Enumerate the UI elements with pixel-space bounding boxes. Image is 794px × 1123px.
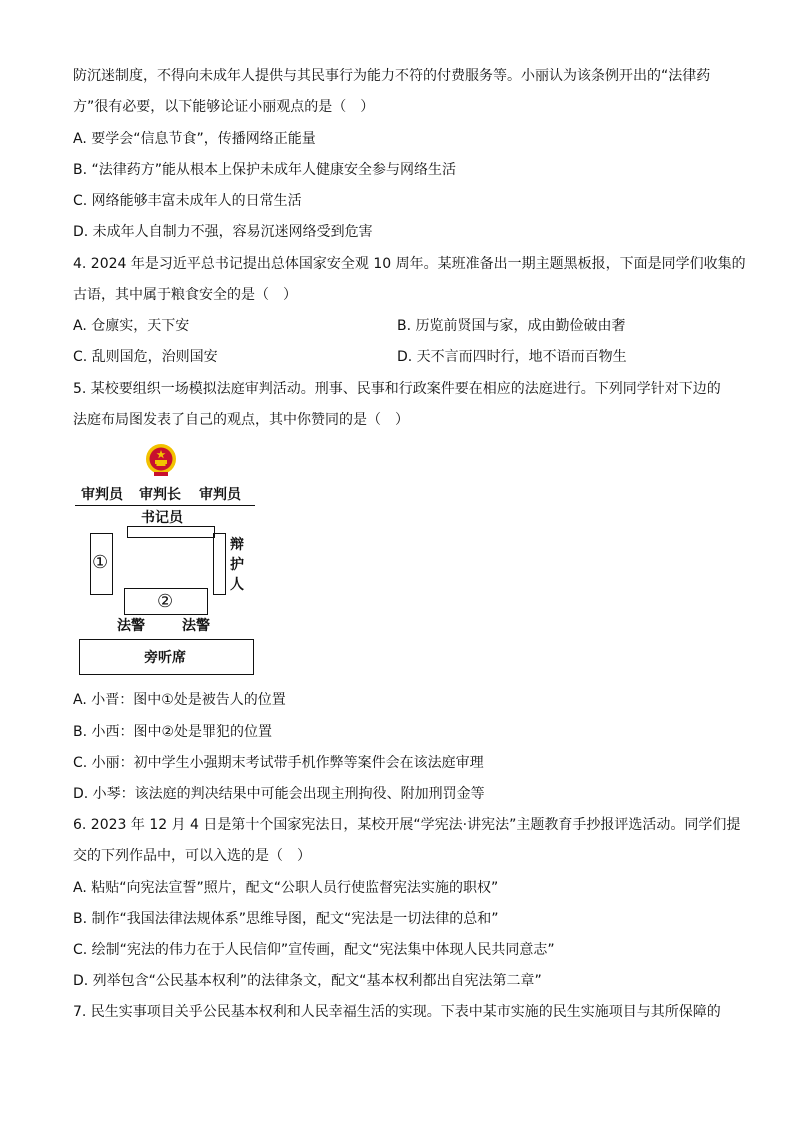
defender-desk bbox=[213, 533, 226, 595]
defender-label-3: 人 bbox=[230, 577, 244, 593]
q3-option-a: A. 要学会“信息节食”，传播网络正能量 bbox=[73, 131, 316, 147]
q4-option-b: B. 历览前贤国与家，成由勤俭破由奢 bbox=[397, 318, 626, 334]
q5-option-a: A. 小晋：图中①处是被告人的位置 bbox=[73, 692, 286, 708]
chief-judge-label: 审判长 bbox=[139, 487, 181, 503]
q3-stem-line-1: 防沉迷制度，不得向未成年人提供与其民事行为能力不符的付费服务等。小丽认为该条例开出的“法律药 bbox=[73, 68, 711, 84]
clerk-label: 书记员 bbox=[141, 510, 183, 526]
q4-option-a: A. 仓廪实，天下安 bbox=[73, 318, 190, 334]
q5-option-c: C. 小丽：初中学生小强期末考试带手机作弊等案件会在该法庭审理 bbox=[73, 755, 484, 771]
position-2-mark: ② bbox=[157, 591, 174, 612]
q5-stem-line-2: 法庭布局图发表了自己的观点，其中你赞同的是（ ） bbox=[73, 412, 409, 428]
q7-stem-line-1: 7. 民生实事项目关乎公民基本权利和人民幸福生活的实现。下表中某市实施的民生实施项目与其所保障的 bbox=[73, 1004, 721, 1020]
q6-option-b: B. 制作“我国法律法规体系”思维导图，配文“宪法是一切法律的总和” bbox=[73, 911, 499, 927]
judge-left-label: 审判员 bbox=[81, 487, 123, 503]
position-1-mark: ① bbox=[92, 552, 109, 573]
q5-option-b: B. 小西：图中②处是罪犯的位置 bbox=[73, 724, 273, 740]
q4-option-c: C. 乱则国危，治则国安 bbox=[73, 349, 218, 365]
defender-label-2: 护 bbox=[230, 557, 244, 573]
q4-option-d: D. 天不言而四时行，地不语而百物生 bbox=[397, 349, 627, 365]
q4-stem-line-2: 古语，其中属于粮食安全的是（ ） bbox=[73, 287, 297, 303]
national-emblem-icon bbox=[144, 442, 178, 478]
police-left-label: 法警 bbox=[117, 618, 145, 634]
q6-option-d: D. 列举包含“公民基本权利”的法律条文，配文“基本权利都出自宪法第二章” bbox=[73, 973, 542, 989]
clerk-desk bbox=[127, 526, 215, 538]
q6-stem-line-2: 交的下列作品中，可以入选的是（ ） bbox=[73, 848, 311, 864]
q6-option-c: C. 绘制“宪法的伟力在于人民信仰”宣传画，配文“宪法集中体现人民共同意志” bbox=[73, 942, 555, 958]
q3-option-c: C. 网络能够丰富未成年人的日常生活 bbox=[73, 193, 302, 209]
q5-option-d: D. 小琴：该法庭的判决结果中可能会出现主刑拘役、附加刑罚金等 bbox=[73, 786, 485, 802]
q3-stem-line-2: 方”很有必要，以下能够论证小丽观点的是（ ） bbox=[73, 99, 375, 115]
q5-stem-line-1: 5. 某校要组织一场模拟法庭审判活动。刑事、民事和行政案件要在相应的法庭进行。下列同学针对下边的 bbox=[73, 381, 721, 397]
gallery-label: 旁听席 bbox=[144, 650, 186, 666]
bench-line bbox=[75, 505, 255, 506]
q3-option-b: B. “法律药方”能从根本上保护未成年人健康安全参与网络生活 bbox=[73, 162, 457, 178]
q3-option-d: D. 未成年人自制力不强，容易沉迷网络受到危害 bbox=[73, 224, 373, 240]
q6-option-a: A. 粘贴“向宪法宣誓”照片，配文“公职人员行使监督宪法实施的职权” bbox=[73, 880, 499, 896]
courtroom-layout-diagram bbox=[73, 440, 263, 680]
defender-label-1: 辩 bbox=[230, 537, 244, 553]
police-right-label: 法警 bbox=[182, 618, 210, 634]
judge-right-label: 审判员 bbox=[199, 487, 241, 503]
q6-stem-line-1: 6. 2023 年 12 月 4 日是第十个国家宪法日，某校开展“学宪法·讲宪法”主题教育手抄报评选活动。同学们提 bbox=[73, 817, 741, 833]
q4-stem-line-1: 4. 2024 年是习近平总书记提出总体国家安全观 10 周年。某班准备出一期主题黑板报，下面是同学们收集的 bbox=[73, 256, 746, 272]
